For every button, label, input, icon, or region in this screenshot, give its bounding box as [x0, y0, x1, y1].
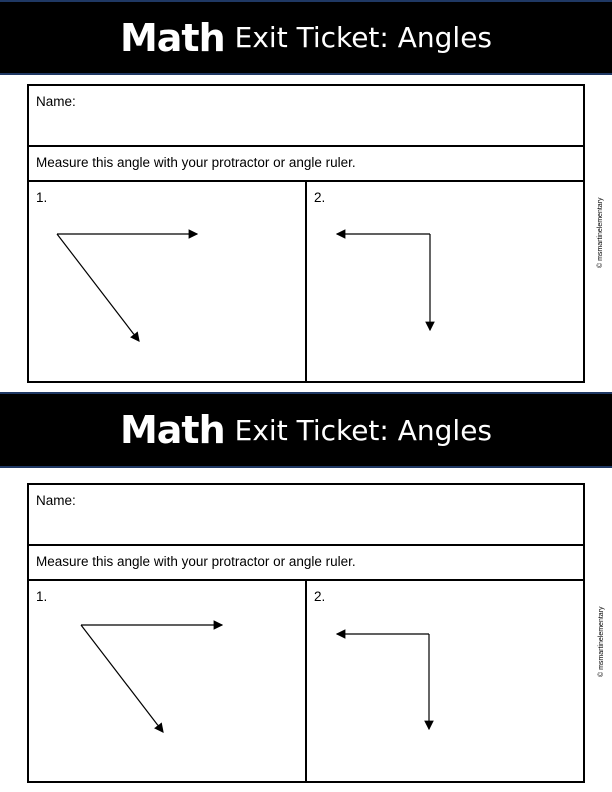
- ticket-frame: [27, 84, 585, 383]
- instruction-row: [29, 147, 583, 182]
- instruction-text: Measure this angle with your protractor or angle ruler.: [36, 554, 356, 569]
- title-bold: Math: [119, 408, 225, 452]
- angle-1-diagram: [29, 182, 305, 383]
- problem-1-number: 1.: [36, 190, 48, 205]
- ray-diagonal: [57, 234, 139, 341]
- title-bold: Math: [119, 15, 225, 60]
- title-rest: Exit Ticket: Angles: [234, 21, 493, 54]
- problem-1-number: 1.: [36, 589, 48, 604]
- problem-1: [29, 581, 307, 781]
- problem-2-number: 2.: [314, 190, 326, 205]
- angle-2-diagram: [307, 581, 583, 783]
- angle-2-diagram: [307, 182, 583, 383]
- angle-1-diagram: [29, 581, 305, 783]
- ray-diagonal: [81, 625, 163, 732]
- exit-ticket-1: [0, 0, 612, 392]
- title-banner: [0, 392, 612, 468]
- instruction-row: [29, 546, 583, 581]
- problem-1: [29, 182, 307, 381]
- title-rest: Exit Ticket: Angles: [234, 413, 493, 447]
- name-field[interactable]: [29, 86, 583, 147]
- title-banner: [0, 0, 612, 75]
- exit-ticket-2: [0, 392, 612, 792]
- name-field[interactable]: [29, 485, 583, 546]
- ticket-frame: [27, 483, 585, 783]
- copyright-credit: © msmartinelementary: [598, 606, 605, 677]
- copyright-credit: © msmartinelementary: [597, 197, 604, 268]
- problem-2-number: 2.: [314, 589, 326, 604]
- problem-2: [307, 182, 583, 381]
- instruction-text: Measure this angle with your protractor or angle ruler.: [36, 155, 356, 170]
- name-label: Name:: [36, 493, 76, 508]
- problem-2: [307, 581, 583, 781]
- name-label: Name:: [36, 94, 76, 109]
